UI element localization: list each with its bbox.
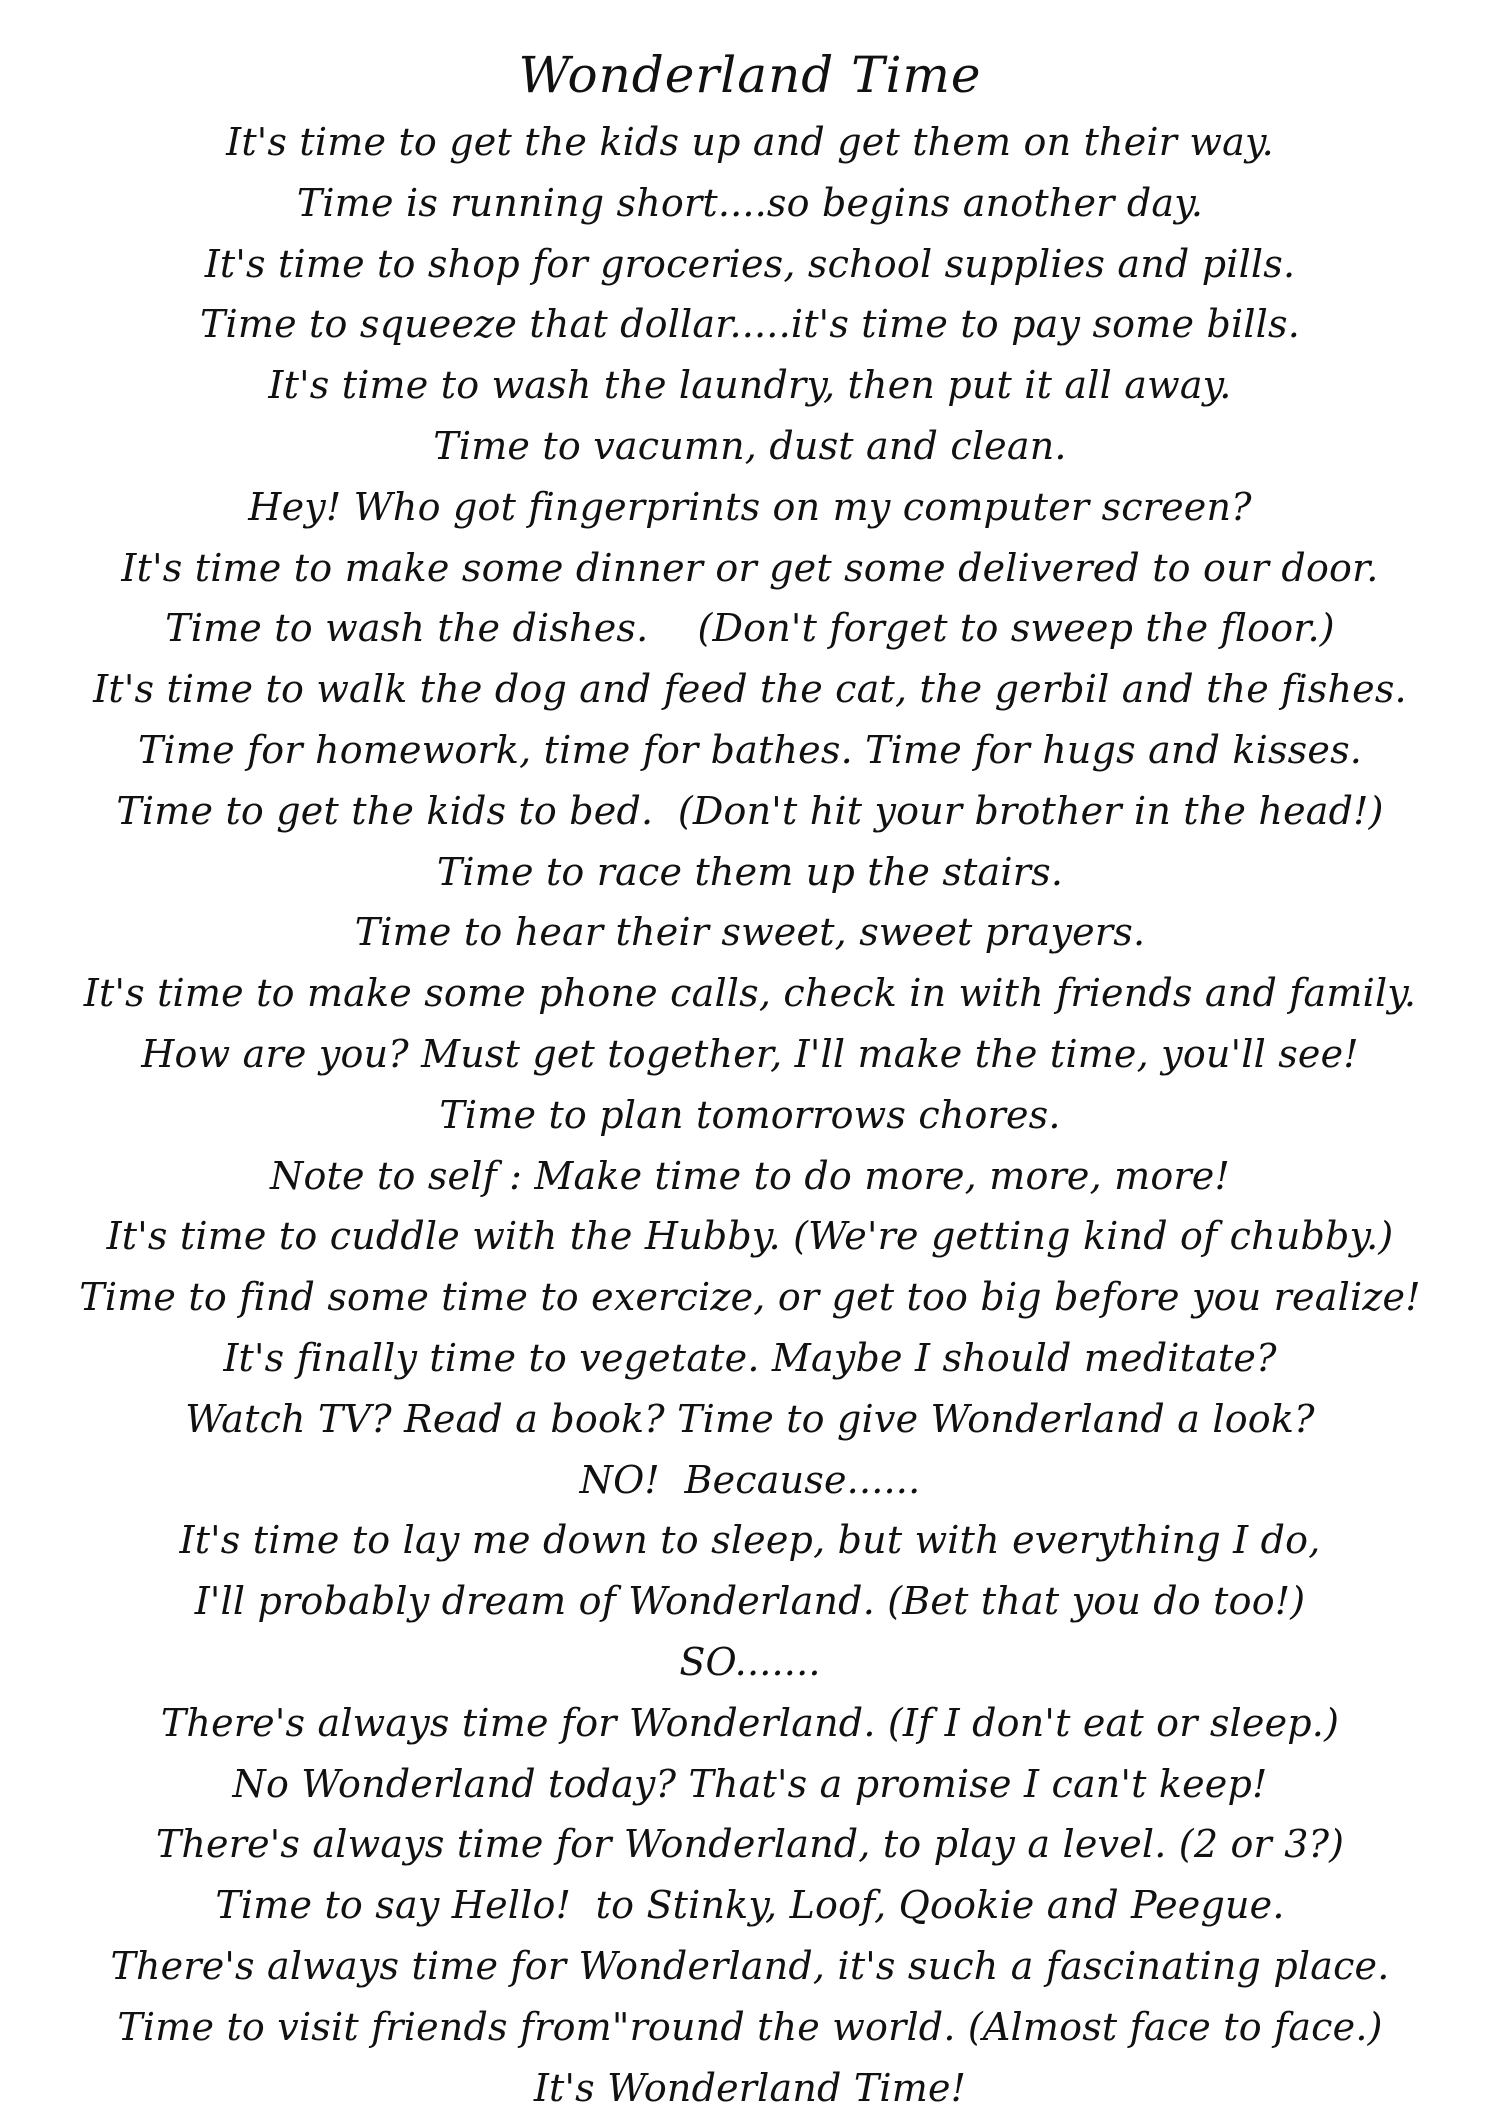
poem-line <box>0 2058 1500 2118</box>
poem-line <box>0 1085 1500 1146</box>
poem-line <box>0 659 1500 720</box>
poem-line-text: Time to plan tomorrows chores. <box>439 1085 1060 1146</box>
poem-line-text: Time to visit friends from"round the world. (Almost face to face.) <box>117 1997 1382 2058</box>
poem-line <box>0 781 1500 842</box>
poem-line-text: There's always time for Wonderland, to play a level. (2 or 3?) <box>156 1814 1344 1875</box>
poem-line <box>0 1328 1500 1389</box>
poem-line <box>0 598 1500 659</box>
poem-line <box>0 1875 1500 1936</box>
poem-line <box>0 173 1500 234</box>
poem-line <box>0 1571 1500 1632</box>
poem-line-text: Time to get the kids to bed. (Don't hit your brother in the head!) <box>116 781 1383 842</box>
poem-line-text: It's time to walk the dog and feed the cat, the gerbil and the fishes. <box>93 659 1407 720</box>
poem-line <box>0 1693 1500 1754</box>
poem-line-text: Time is running short....so begins another day. <box>297 173 1203 234</box>
poem-line <box>0 902 1500 963</box>
poem-line-text: Hey! Who got fingerprints on my computer screen? <box>248 477 1252 538</box>
poem-line <box>0 1814 1500 1875</box>
poem-line-text: It's time to wash the laundry, then put it all away. <box>268 355 1231 416</box>
poem-line-text: It's time to make some dinner or get some delivered to our door. <box>121 538 1378 599</box>
poem-line <box>0 1936 1500 1997</box>
poem-line <box>0 112 1500 173</box>
poem-line <box>0 538 1500 599</box>
poem-line-text: Time to vacumn, dust and clean. <box>433 416 1066 477</box>
poem-line-text: No Wonderland today? That's a promise I can't keep! <box>233 1754 1268 1815</box>
poem-line <box>0 477 1500 538</box>
poem-line <box>0 1450 1500 1511</box>
poem-line-text: It's time to make some phone calls, check in with friends and family. <box>84 963 1416 1024</box>
poem-line <box>0 1632 1500 1693</box>
poem-line <box>0 1997 1500 2058</box>
poem-body <box>0 112 1500 2118</box>
poem-line-text: Time to race them up the stairs. <box>437 842 1063 903</box>
poem-line-text: Time to hear their sweet, sweet prayers. <box>355 902 1145 963</box>
poem-line-text: It's time to cuddle with the Hubby. (We're getting kind of chubby.) <box>107 1206 1394 1267</box>
poem-line-text: There's always time for Wonderland, it's such a fascinating place. <box>110 1936 1389 1997</box>
poem-line-text: Time to find some time to exercize, or get too big before you realize! <box>79 1267 1420 1328</box>
poem-line-text: Time to wash the dishes. (Don't forget to sweep the floor.) <box>165 598 1335 659</box>
poem-line <box>0 1024 1500 1085</box>
poem-line <box>0 1267 1500 1328</box>
poem-line-text: Note to self : Make time to do more, more, more! <box>270 1146 1230 1207</box>
poem-line-text: It's Wonderland Time! <box>534 2058 966 2118</box>
poem-line <box>0 1146 1500 1207</box>
poem-line <box>0 963 1500 1024</box>
poem-line <box>0 294 1500 355</box>
poem-line-text: There's always time for Wonderland. (If I don't eat or sleep.) <box>161 1693 1339 1754</box>
poem-line <box>0 416 1500 477</box>
poem-line-text: It's time to lay me down to sleep, but with everything I do, <box>179 1510 1320 1571</box>
poem-line-text: NO! Because...... <box>580 1450 921 1511</box>
poem-title: Wonderland Time <box>0 40 1500 110</box>
poem-line-text: Time to squeeze that dollar.....it's time to pay some bills. <box>200 294 1300 355</box>
poem-line-text: SO....... <box>679 1632 820 1693</box>
poem-line <box>0 720 1500 781</box>
poem-line-text: Time to say Hello! to Stinky, Loof, Qookie and Peegue. <box>215 1875 1284 1936</box>
poem-line-text: Time for homework, time for bathes. Time for hugs and kisses. <box>138 720 1362 781</box>
poem-line-text: Watch TV? Read a book? Time to give Wonderland a look? <box>185 1389 1314 1450</box>
poem-line-text: I'll probably dream of Wonderland. (Bet that you do too!) <box>195 1571 1306 1632</box>
poem-line-text: It's time to shop for groceries, school supplies and pills. <box>205 234 1296 295</box>
poem-line <box>0 1389 1500 1450</box>
poem-line-text: It's time to get the kids up and get them on their way. <box>226 112 1274 173</box>
poem-line <box>0 842 1500 903</box>
poem-line-text: It's finally time to vegetate. Maybe I should meditate? <box>223 1328 1276 1389</box>
poem-line-text: How are you? Must get together, I'll make the time, you'll see! <box>141 1024 1359 1085</box>
poem-line <box>0 1754 1500 1815</box>
poem-line <box>0 234 1500 295</box>
poem-line <box>0 1510 1500 1571</box>
poem-line <box>0 355 1500 416</box>
poem-line <box>0 1206 1500 1267</box>
